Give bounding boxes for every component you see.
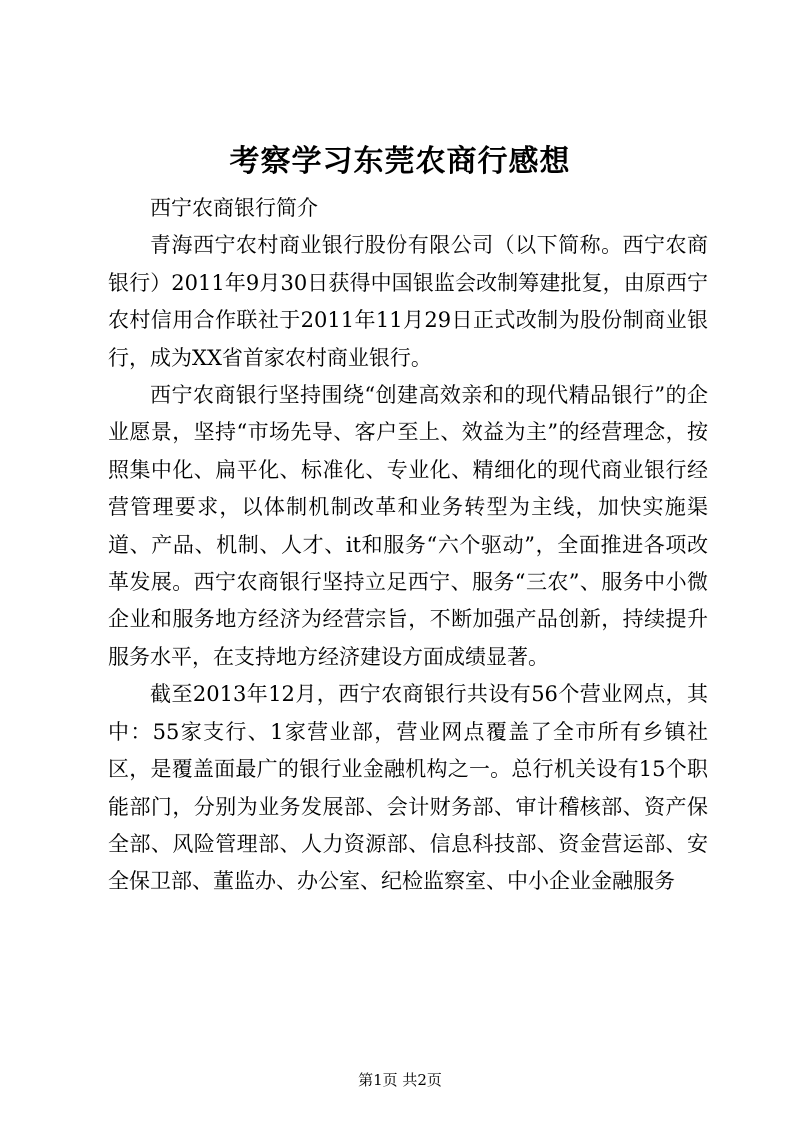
paragraph-company-overview: 青海西宁农村商业银行股份有限公司（以下简称。西宁农商银行）2011年9月30日获得中国银监会改制筹建批复，由原西宁农村信用合作联社于2011年11月29日正式改制为股份制商业银行，成为XX省首家农村商业银行。	[108, 233, 708, 370]
document-body	[108, 190, 708, 901]
paragraph-intro-heading: 西宁农商银行简介	[150, 196, 318, 220]
page-footer: 第1页 共2页	[358, 1071, 442, 1089]
paragraph-vision-and-philosophy: 西宁农商银行坚持围绕“创建高效亲和的现代精品银行”的企业愿景，坚持“市场先导、客户至上、效益为主”的经营理念，按照集中化、扁平化、标准化、专业化、精细化的现代商业银行经营管理要求，以体制机制改革和业务转型为主线，加快实施渠道、产品、机制、人才、it和服务“六个驱动”，全面推进各项改革发展。西宁农商银行坚持立足西宁、服务“三农”、服务中小微企业和服务地方经济为经营宗旨，不断加强产品创新，持续提升服务水平，在支持地方经济建设方面成绩显著。	[108, 383, 708, 669]
document-title: 考察学习东莞农商行感想	[229, 144, 571, 179]
paragraph-branch-network: 截至2013年12月，西宁农商银行共设有56个营业网点，其中：55家支行、1家营业部，营业网点覆盖了全市所有乡镇社区，是覆盖面最广的银行业金融机构之一。总行机关设有15个职能部门，分别为业务发展部、会计财务部、审计稽核部、资产保全部、风险管理部、人力资源部、信息科技部、资金营运部、安全保卫部、董监办、办公室、纪检监察室、中小企业金融服务	[108, 682, 708, 894]
